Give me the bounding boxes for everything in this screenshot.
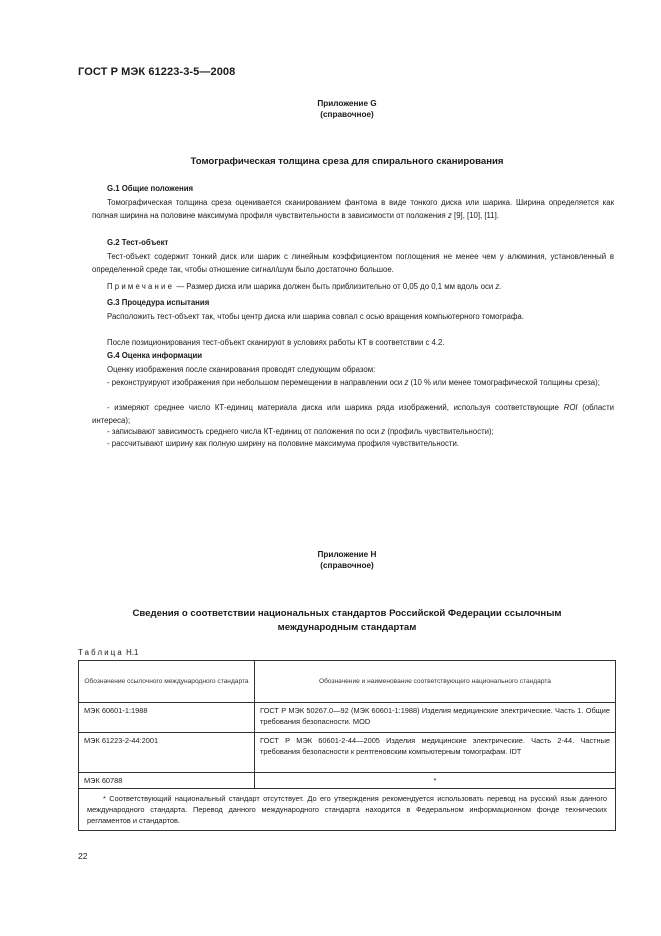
national-cell: ГОСТ Р МЭК 60601-2-44—2005 Изделия медицинские электрические. Часть 2-44. Частные требования безопасности к рентгеновским компьютерным томографам. IDT <box>255 733 616 773</box>
ref-cell: МЭК 60788 <box>79 773 255 789</box>
g4-title: G.4 Оценка информации <box>107 351 203 360</box>
annex-h-title: Приложение Н <box>317 550 377 559</box>
g3-title: G.3 Процедура испытания <box>107 298 210 307</box>
table-row <box>79 773 616 789</box>
b1-var: z <box>404 378 409 387</box>
annex-g-heading: Томографическая толщина среза для спирального сканирования <box>190 156 504 167</box>
b3-text: - записывают зависимость среднего числа КТ-единиц от положения по оси <box>107 427 380 436</box>
g2-note <box>92 281 614 294</box>
table-row <box>79 703 616 733</box>
table-footnote: * Соответствующий национальный стандарт отсутствует. До его утверждения рекомендуется использовать перевод на русский язык данного международного стандарта. Перевод данного международного стандарта находится в Федеральном информационном фонде технических регламентов и стандартов. <box>79 789 616 831</box>
annex-g-title: Приложение G <box>317 99 377 108</box>
b2-text-end: (области интереса); <box>92 403 615 425</box>
standards-table <box>78 660 616 831</box>
table-caption-label: Таблица <box>78 648 124 657</box>
note-var: z. <box>495 282 502 291</box>
g2-title: G.2 Тест-объект <box>107 238 169 247</box>
b2-var: ROI <box>563 403 578 412</box>
col2-header: Обозначение и наименование соответствующего национального стандарта <box>255 661 616 703</box>
standard-header: ГОСТ Р МЭК 61223-3-5—2008 <box>78 66 236 78</box>
b3-var: z <box>381 427 386 436</box>
g1-var: z <box>447 210 452 220</box>
g1-text: Томографическая толщина среза оценивается сканированием фантома в виде тонкого диска или шарика. Ширина определяется как полная ширина на половине максимума профиля чувствительности в зависимости от положения <box>92 198 614 220</box>
b1-text-end: (10 % или менее томографической толщины среза); <box>410 378 600 387</box>
annex-h-subtitle: (справочное) <box>320 561 374 570</box>
g1-paragraph <box>92 197 614 222</box>
page-number: 22 <box>78 851 88 861</box>
b2-text: - измеряют среднее число КТ-единиц материала диска или шарика ряда изображений, используя соответствующие <box>107 403 559 412</box>
b3-text-end: (профиль чувствительности); <box>387 427 494 436</box>
g4-bullet-1 <box>92 377 614 390</box>
b1-text: - реконструируют изображения при небольшом перемещении в направлении оси <box>107 378 403 387</box>
note-label: Примечание <box>107 282 175 291</box>
table-header-row <box>79 661 616 703</box>
g3-paragraph-1: Расположить тест-объект так, чтобы центр диска или шарика совпал с осью вращения компьютерного томографа. <box>107 312 524 321</box>
annex-h-heading-line1: Сведения о соответствии национальных стандартов Российской Федерации ссылочным <box>132 608 562 619</box>
g3-paragraph-2: После позиционирования тест-объект сканируют в условиях работы КТ в соответствии с 4.2. <box>107 338 445 347</box>
table-footnote-row <box>79 789 616 831</box>
table-caption-number: Н.1 <box>126 648 139 657</box>
national-cell: ГОСТ Р МЭК 50267.0—92 (МЭК 60601-1:1988) Изделия медицинские электрические. Часть 1. Общие требования безопасности. MOD <box>255 703 616 733</box>
note-text: — Размер диска или шарика должен быть приблизительно от 0,05 до 0,1 мм вдоль оси <box>176 282 494 291</box>
national-cell: * <box>255 773 616 789</box>
ref-cell: МЭК 61223-2-44:2001 <box>79 733 255 773</box>
table-caption <box>78 648 138 657</box>
table-row <box>79 733 616 773</box>
g4-bullet-3 <box>92 426 614 439</box>
g4-paragraph: Оценку изображения после сканирования проводят следующим образом: <box>107 365 376 374</box>
g1-title: G.1 Общие положения <box>107 184 194 193</box>
g4-bullet-4: - рассчитывают ширину как полную ширину на половине максимума профиля чувствительности. <box>107 439 459 448</box>
col1-header: Обозначение ссылочного международного стандарта <box>79 661 255 703</box>
ref-cell: МЭК 60601-1:1988 <box>79 703 255 733</box>
annex-g-subtitle: (справочное) <box>320 110 374 119</box>
g4-bullet-2 <box>92 402 614 427</box>
g2-paragraph: Тест-объект содержит тонкий диск или шарик с линейным коэффициентом поглощения не менее чем у алюминия, установленный в определенной среде так, чтобы отношение сигнал/шум было достаточно большое. <box>92 252 614 274</box>
g1-refs: [9], [10], [11]. <box>454 210 499 220</box>
annex-h-heading-line2: международным стандартам <box>277 622 417 633</box>
